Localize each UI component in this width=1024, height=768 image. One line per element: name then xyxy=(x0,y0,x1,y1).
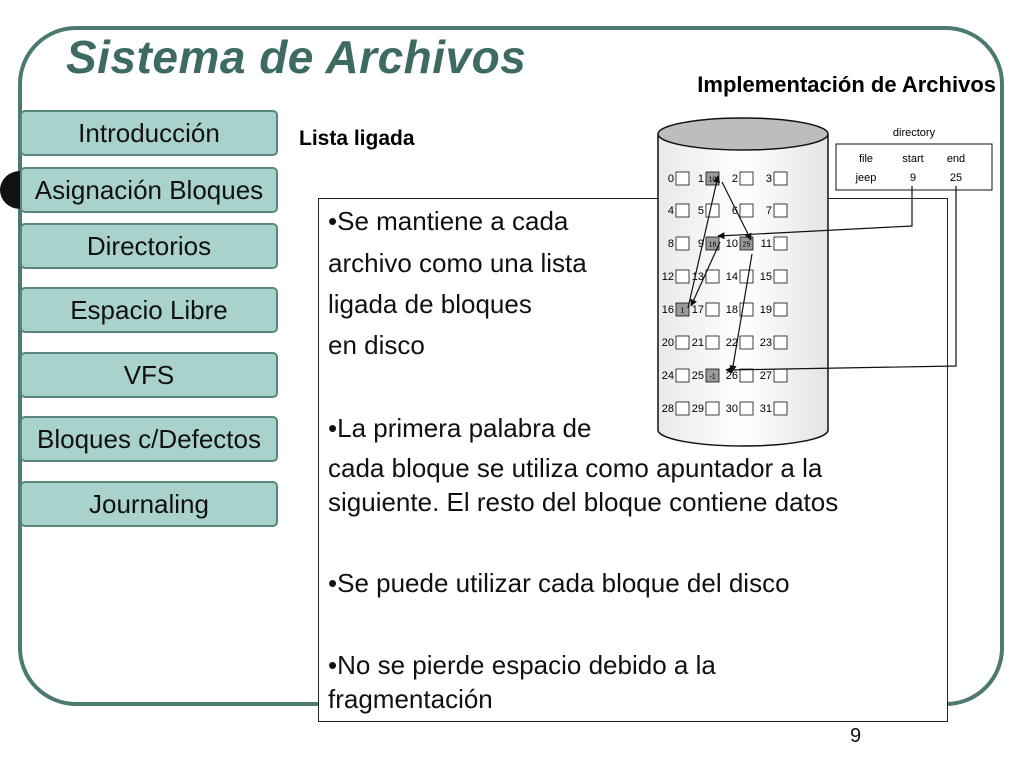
block-pointer-value: 1 xyxy=(680,307,685,315)
block-number: 28 xyxy=(661,403,674,415)
free-block xyxy=(774,204,787,217)
page-number: 9 xyxy=(850,725,862,747)
content-line: ligada de bloques xyxy=(328,289,532,319)
block-pointer-value: 25 xyxy=(742,241,751,249)
free-block xyxy=(740,204,753,217)
block-number: 14 xyxy=(725,271,738,283)
free-block xyxy=(676,204,689,217)
block-number: 7 xyxy=(765,205,772,217)
directory-start: 9 xyxy=(909,172,917,184)
free-block xyxy=(676,369,689,382)
content-line: •La primera palabra de xyxy=(328,413,592,443)
block-pointer-value: 10 xyxy=(708,176,717,184)
block-number: 15 xyxy=(759,271,772,283)
block-number: 18 xyxy=(725,304,738,316)
free-block xyxy=(740,270,753,283)
block-number: 29 xyxy=(691,403,704,415)
free-block xyxy=(740,402,753,415)
block-number: 26 xyxy=(725,370,738,382)
block-number: 17 xyxy=(691,304,704,316)
free-block xyxy=(740,369,753,382)
directory-header-end: end xyxy=(946,153,966,165)
block-number: 30 xyxy=(725,403,738,415)
block-number: 5 xyxy=(697,205,704,217)
disk-cylinder-top xyxy=(658,118,828,150)
block-number: 23 xyxy=(759,337,772,349)
directory-header-file: file xyxy=(858,153,874,165)
block-number: 11 xyxy=(760,238,772,250)
free-block xyxy=(706,336,719,349)
block-number: 20 xyxy=(661,337,674,349)
free-block xyxy=(706,303,719,316)
block-number: 22 xyxy=(725,337,738,349)
nav-directorios-button[interactable]: Directorios xyxy=(20,223,278,269)
block-number: 27 xyxy=(759,370,772,382)
directory-file: jeep xyxy=(855,172,877,184)
content-line: •Se puede utilizar cada bloque del disco xyxy=(328,568,790,598)
content-line: siguiente. El resto del bloque contiene datos xyxy=(328,487,839,517)
block-number: 2 xyxy=(731,173,738,185)
section-title: Implementación de Archivos xyxy=(697,72,996,97)
free-block xyxy=(740,336,753,349)
free-block xyxy=(706,270,719,283)
nav-vfs-button[interactable]: VFS xyxy=(20,352,278,398)
free-block xyxy=(740,172,753,185)
free-block xyxy=(774,303,787,316)
content-line: cada bloque se utiliza como apuntador a la xyxy=(328,453,823,483)
free-block xyxy=(676,237,689,250)
block-pointer-value: 16 xyxy=(708,241,717,249)
directory-end: 25 xyxy=(949,172,963,184)
free-block xyxy=(676,402,689,415)
block-number: 13 xyxy=(691,271,704,283)
block-number: 4 xyxy=(667,205,674,217)
block-number: 1 xyxy=(697,173,704,185)
nav-introduccion-button[interactable]: Introducción xyxy=(20,110,278,156)
nav-asignacion-bloques-button[interactable]: Asignación Bloques xyxy=(20,167,278,213)
free-block xyxy=(706,402,719,415)
block-number: 31 xyxy=(759,403,772,415)
nav-espacio-libre-button[interactable]: Espacio Libre xyxy=(20,287,278,333)
free-block xyxy=(774,336,787,349)
block-number: 16 xyxy=(661,304,674,316)
free-block xyxy=(774,237,787,250)
block-pointer-value: -1 xyxy=(709,373,716,381)
free-block xyxy=(676,270,689,283)
content-line: •No se pierde espacio debido a la xyxy=(328,650,716,680)
free-block xyxy=(774,172,787,185)
nav-journaling-button[interactable]: Journaling xyxy=(20,481,278,527)
free-block xyxy=(774,369,787,382)
free-block xyxy=(676,172,689,185)
block-number: 25 xyxy=(691,370,704,382)
free-block xyxy=(706,204,719,217)
free-block xyxy=(676,336,689,349)
block-number: 6 xyxy=(731,205,738,217)
free-block xyxy=(774,402,787,415)
linked-list-disk-figure xyxy=(640,112,1000,458)
free-block xyxy=(774,270,787,283)
content-line: en disco xyxy=(328,330,425,360)
block-number: 9 xyxy=(697,238,704,250)
block-number: 0 xyxy=(667,173,674,185)
block-number: 19 xyxy=(759,304,772,316)
block-number: 21 xyxy=(691,337,704,349)
subtitle: Lista ligada xyxy=(299,127,415,150)
block-number: 24 xyxy=(661,370,674,382)
block-number: 8 xyxy=(667,238,674,250)
content-line: •Se mantiene a cada xyxy=(328,206,569,236)
block-number: 3 xyxy=(765,173,772,185)
block-number: 12 xyxy=(661,271,674,283)
block-number: 10 xyxy=(725,238,738,250)
directory-header-start: start xyxy=(902,153,924,165)
content-line: archivo como una lista xyxy=(328,248,587,278)
nav-bloques-defectos-button[interactable]: Bloques c/Defectos xyxy=(20,416,278,462)
page-title: Sistema de Archivos xyxy=(66,31,527,83)
content-line: fragmentación xyxy=(328,684,493,714)
directory-label: directory xyxy=(892,127,936,139)
